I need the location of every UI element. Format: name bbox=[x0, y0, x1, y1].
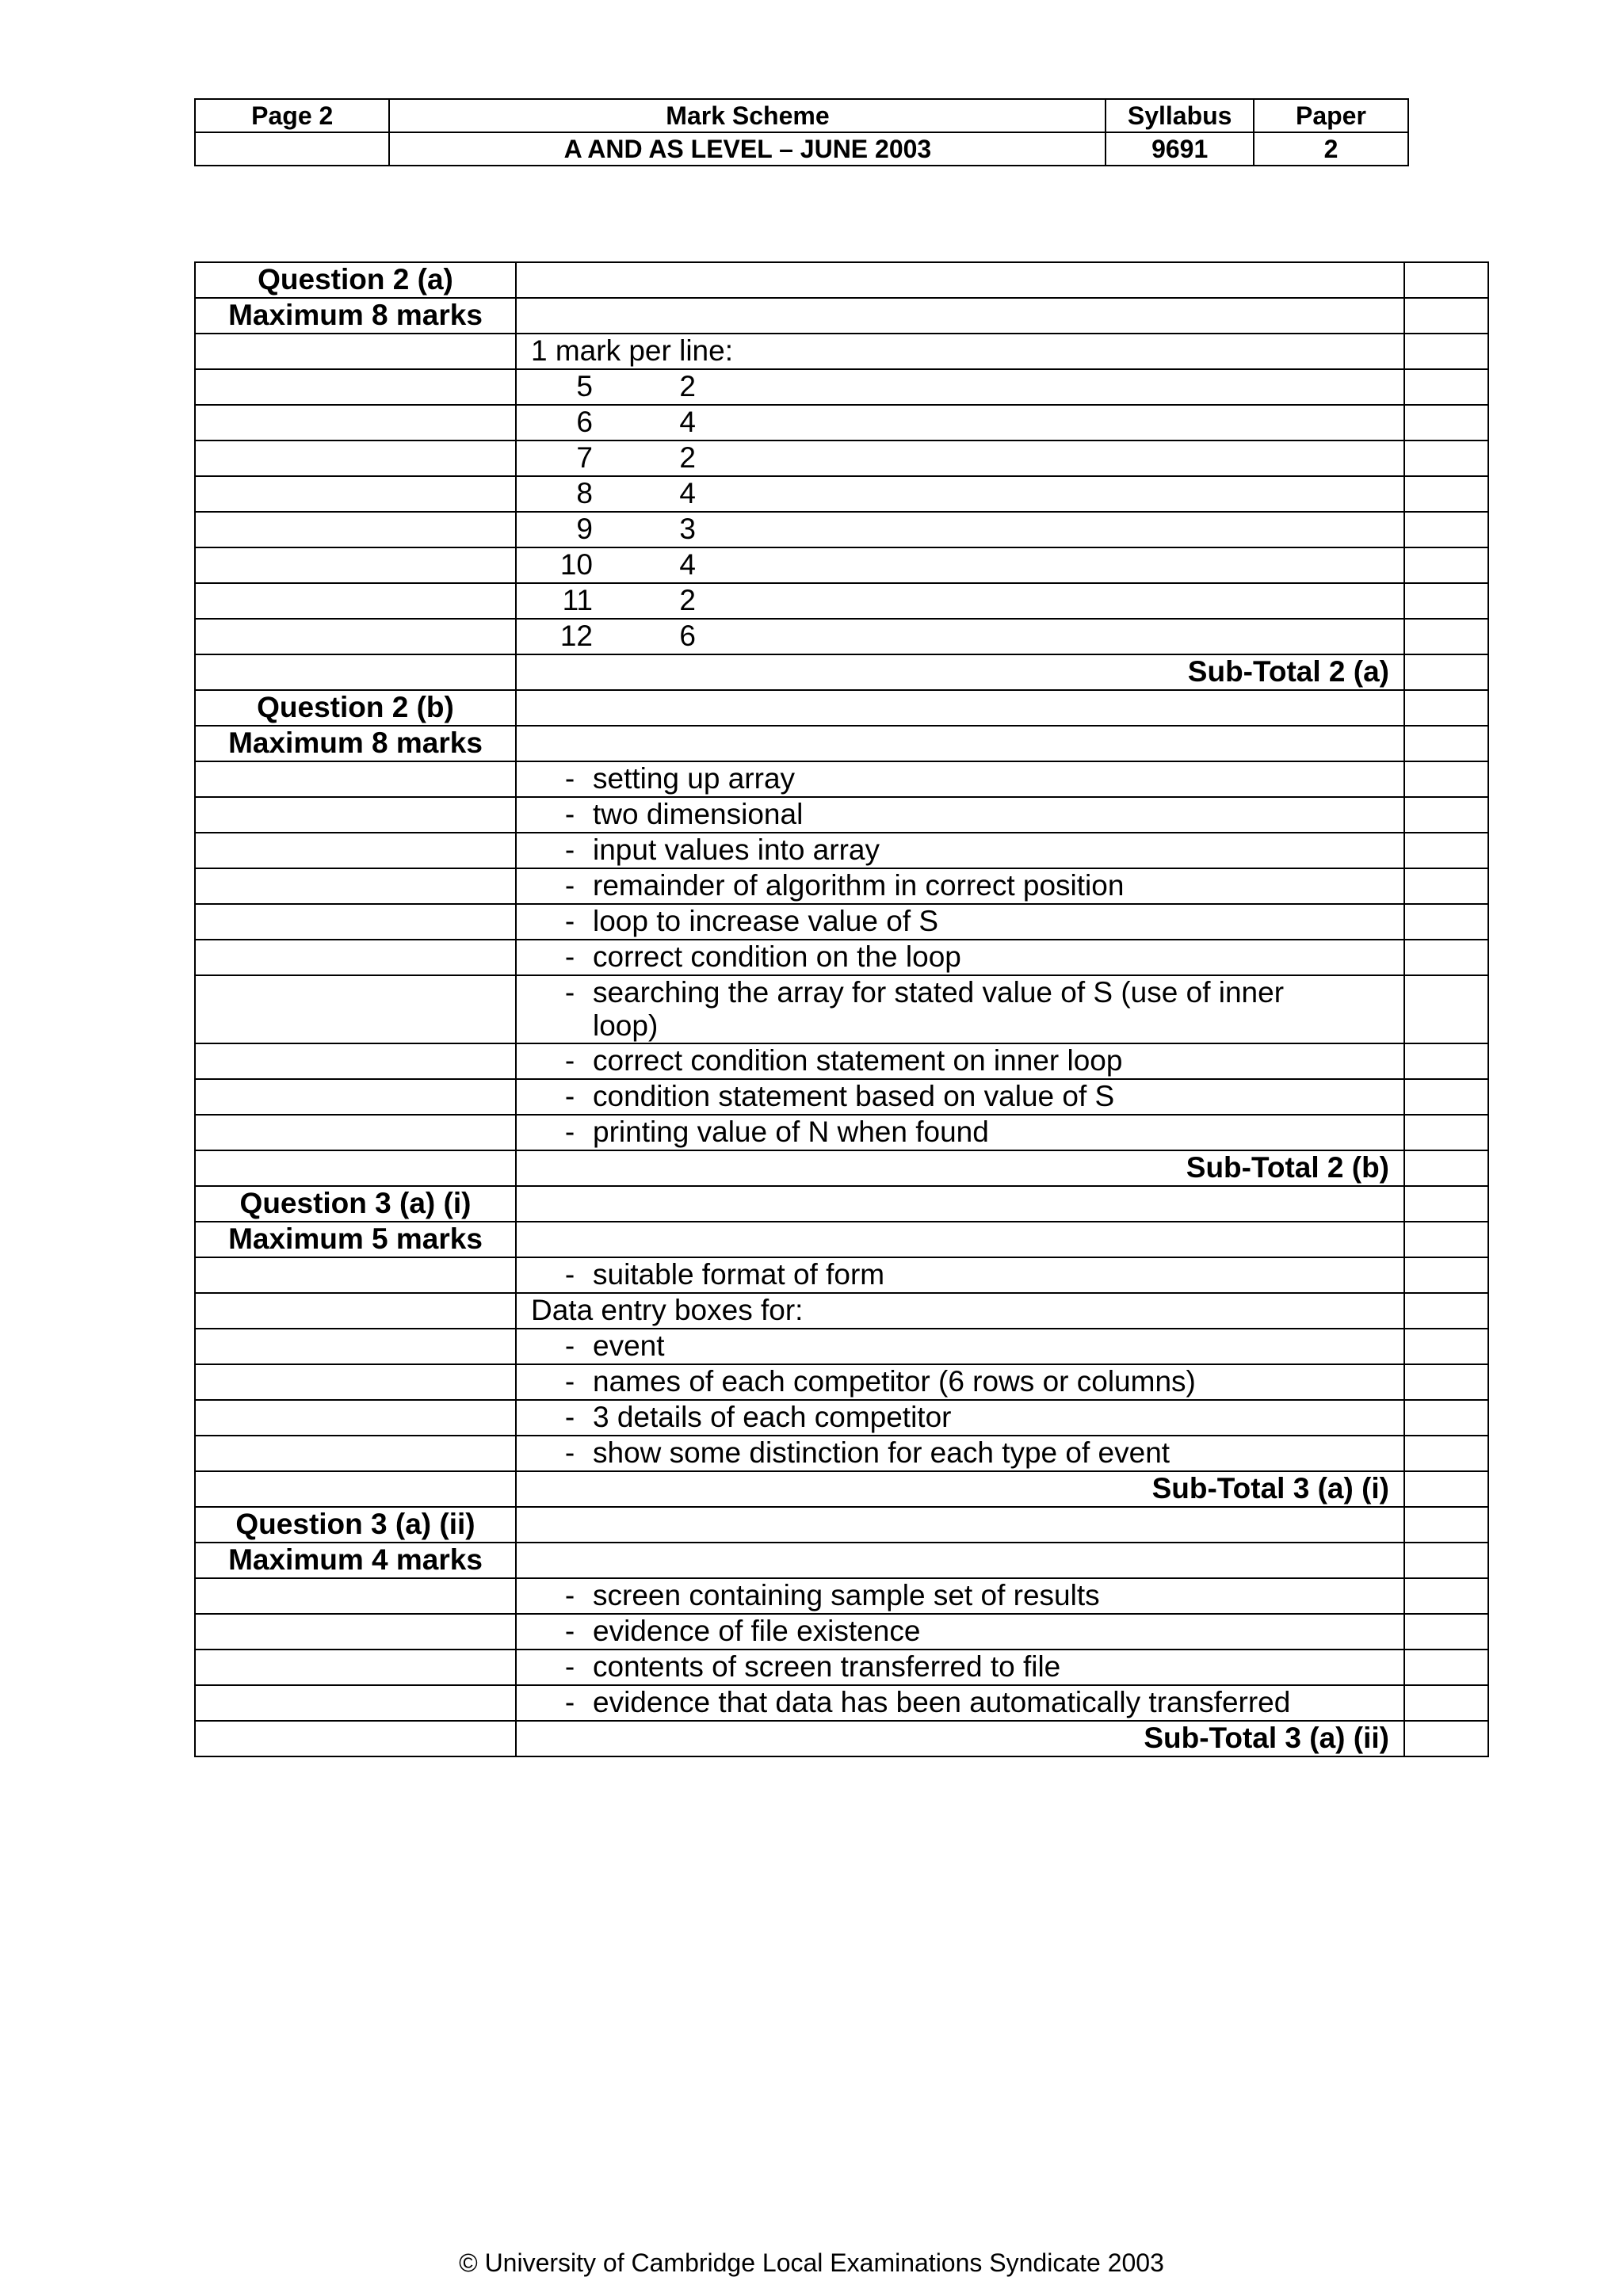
marks-cell bbox=[1404, 1578, 1488, 1614]
pair-output: 2 bbox=[679, 584, 696, 616]
bullet-row bbox=[195, 1436, 1488, 1471]
answer-pair-row bbox=[195, 512, 1488, 547]
marks-cell bbox=[1404, 476, 1488, 512]
empty-cell bbox=[195, 512, 516, 547]
empty-cell bbox=[516, 298, 1404, 334]
bullet-dash: - bbox=[564, 1579, 575, 1611]
empty-cell bbox=[516, 1222, 1404, 1257]
pair-input: 5 bbox=[576, 370, 593, 402]
bullet-dash: - bbox=[564, 762, 575, 795]
bullet-point bbox=[516, 940, 1404, 975]
pair-output: 4 bbox=[679, 406, 696, 438]
bullet-point bbox=[516, 868, 1404, 904]
answer-pair-row bbox=[195, 441, 1488, 476]
bullet-text: contents of screen transferred to file bbox=[593, 1650, 1061, 1683]
bullet-text: show some distinction for each type of event bbox=[593, 1436, 1170, 1469]
max-marks: Maximum 4 marks bbox=[195, 1543, 516, 1578]
subtotal-row bbox=[195, 1471, 1488, 1507]
bullet-point bbox=[516, 761, 1404, 797]
pair-input: 12 bbox=[559, 620, 593, 652]
bullet-dash: - bbox=[564, 1615, 575, 1647]
header-table bbox=[194, 98, 1409, 166]
marks-cell bbox=[1404, 1043, 1488, 1079]
answer-pair bbox=[516, 441, 1404, 476]
bullet-point bbox=[516, 1614, 1404, 1650]
bullet-row bbox=[195, 1578, 1488, 1614]
bullet-row bbox=[195, 1650, 1488, 1685]
empty-cell bbox=[195, 1400, 516, 1436]
bullet-row bbox=[195, 1257, 1488, 1293]
marks-cell bbox=[1404, 654, 1488, 690]
empty-cell bbox=[195, 1079, 516, 1115]
marks-cell bbox=[1404, 583, 1488, 619]
empty-cell bbox=[195, 1685, 516, 1721]
bullet-row bbox=[195, 1043, 1488, 1079]
bullet-text: correct condition on the loop bbox=[593, 940, 961, 973]
question-title: Question 3 (a) (i) bbox=[195, 1186, 516, 1222]
pair-input: 9 bbox=[576, 513, 593, 545]
pair-input: 8 bbox=[576, 477, 593, 509]
answer-pair bbox=[516, 547, 1404, 583]
bullet-point bbox=[516, 1578, 1404, 1614]
answer-pair-row bbox=[195, 476, 1488, 512]
question-heading-row bbox=[195, 1186, 1488, 1222]
empty-cell bbox=[195, 1043, 516, 1079]
empty-cell bbox=[195, 1436, 516, 1471]
empty-cell bbox=[516, 726, 1404, 761]
marks-cell bbox=[1404, 1150, 1488, 1186]
max-marks: Maximum 5 marks bbox=[195, 1222, 516, 1257]
bullet-dash: - bbox=[564, 1686, 575, 1718]
bullet-row bbox=[195, 833, 1488, 868]
empty-cell bbox=[195, 1115, 516, 1150]
subtotal-label: Sub-Total 2 (a) bbox=[516, 654, 1404, 690]
bullet-dash: - bbox=[564, 1116, 575, 1148]
bullet-text: two dimensional bbox=[593, 798, 804, 830]
marks-cell bbox=[1404, 1222, 1488, 1257]
bullet-point bbox=[516, 1400, 1404, 1436]
empty-cell bbox=[195, 761, 516, 797]
bullet-dash: - bbox=[564, 1329, 575, 1362]
bullet-dash: - bbox=[564, 1650, 575, 1683]
marks-cell bbox=[1404, 512, 1488, 547]
pair-input: 6 bbox=[576, 406, 593, 438]
empty-cell bbox=[195, 1721, 516, 1756]
empty-cell bbox=[195, 405, 516, 441]
bullet-text: condition statement based on value of S bbox=[593, 1080, 1115, 1112]
bullet-point bbox=[516, 1436, 1404, 1471]
bullet-row bbox=[195, 940, 1488, 975]
bullet-dash: - bbox=[564, 1436, 575, 1469]
empty-cell bbox=[516, 262, 1404, 298]
marks-cell bbox=[1404, 1115, 1488, 1150]
empty-cell bbox=[195, 1257, 516, 1293]
empty-cell bbox=[195, 797, 516, 833]
question-heading-row bbox=[195, 1507, 1488, 1543]
bullet-point bbox=[516, 1364, 1404, 1400]
max-marks-row bbox=[195, 1222, 1488, 1257]
bullet-dash: - bbox=[564, 1258, 575, 1291]
question-heading-row bbox=[195, 690, 1488, 726]
marks-cell bbox=[1404, 868, 1488, 904]
empty-cell bbox=[195, 583, 516, 619]
bullet-row bbox=[195, 797, 1488, 833]
marks-cell bbox=[1404, 975, 1488, 1043]
bullet-point bbox=[516, 833, 1404, 868]
empty-cell bbox=[195, 975, 516, 1043]
empty-cell bbox=[195, 940, 516, 975]
empty-cell bbox=[516, 1186, 1404, 1222]
max-marks: Maximum 8 marks bbox=[195, 726, 516, 761]
question-title: Question 3 (a) (ii) bbox=[195, 1507, 516, 1543]
empty-cell bbox=[195, 1614, 516, 1650]
answer-pair-row bbox=[195, 583, 1488, 619]
subtotal-label: Sub-Total 2 (b) bbox=[516, 1150, 1404, 1186]
marks-cell bbox=[1404, 369, 1488, 405]
paper-label: Paper bbox=[1254, 99, 1408, 132]
pair-output: 6 bbox=[679, 620, 696, 652]
empty-cell bbox=[516, 690, 1404, 726]
empty-cell bbox=[195, 1650, 516, 1685]
bullet-text: screen containing sample set of results bbox=[593, 1579, 1100, 1611]
marks-cell bbox=[1404, 262, 1488, 298]
max-marks-row bbox=[195, 1543, 1488, 1578]
paper-number: 2 bbox=[1254, 132, 1408, 166]
marks-cell bbox=[1404, 833, 1488, 868]
answer-pair bbox=[516, 512, 1404, 547]
bullet-row bbox=[195, 1400, 1488, 1436]
bullet-point bbox=[516, 1079, 1404, 1115]
bullet-point bbox=[516, 904, 1404, 940]
answer-pair-row bbox=[195, 547, 1488, 583]
marks-cell bbox=[1404, 334, 1488, 369]
bullet-point bbox=[516, 1650, 1404, 1685]
bullet-dash: - bbox=[564, 1401, 575, 1433]
syllabus-label: Syllabus bbox=[1106, 99, 1254, 132]
bullet-text: loop to increase value of S bbox=[593, 905, 939, 937]
marks-cell bbox=[1404, 1507, 1488, 1543]
subtotal-row bbox=[195, 1150, 1488, 1186]
doc-subtitle: A AND AS LEVEL – JUNE 2003 bbox=[389, 132, 1106, 166]
bullet-row bbox=[195, 1614, 1488, 1650]
empty-cell bbox=[195, 1471, 516, 1507]
question-title: Question 2 (a) bbox=[195, 262, 516, 298]
empty-cell bbox=[195, 1293, 516, 1329]
marks-cell bbox=[1404, 1471, 1488, 1507]
bullet-text: printing value of N when found bbox=[593, 1116, 989, 1148]
pair-output: 2 bbox=[679, 441, 696, 474]
text-row bbox=[195, 1293, 1488, 1329]
empty-cell bbox=[195, 1578, 516, 1614]
marks-cell bbox=[1404, 797, 1488, 833]
marks-cell bbox=[1404, 1436, 1488, 1471]
empty-cell bbox=[195, 132, 389, 166]
question-heading-row bbox=[195, 262, 1488, 298]
bullet-dash: - bbox=[564, 905, 575, 937]
copyright-footer: © University of Cambridge Local Examinations Syndicate 2003 bbox=[459, 2248, 1164, 2277]
marks-cell bbox=[1404, 1614, 1488, 1650]
bullet-row bbox=[195, 904, 1488, 940]
bullet-point bbox=[516, 1329, 1404, 1364]
empty-cell bbox=[195, 1329, 516, 1364]
bullet-text: setting up array bbox=[593, 762, 796, 795]
marks-cell bbox=[1404, 1685, 1488, 1721]
marks-cell bbox=[1404, 940, 1488, 975]
bullet-point bbox=[516, 1685, 1404, 1721]
marks-cell bbox=[1404, 619, 1488, 654]
marks-cell bbox=[1404, 690, 1488, 726]
bullet-text: evidence that data has been automatically transferred bbox=[593, 1686, 1291, 1718]
empty-cell bbox=[195, 334, 516, 369]
marks-cell bbox=[1404, 441, 1488, 476]
bullet-dash: - bbox=[564, 1080, 575, 1112]
bullet-point bbox=[516, 1043, 1404, 1079]
marks-cell bbox=[1404, 1293, 1488, 1329]
bullet-text: event bbox=[593, 1329, 665, 1362]
empty-cell bbox=[195, 619, 516, 654]
bullet-row bbox=[195, 1115, 1488, 1150]
pair-input: 10 bbox=[559, 548, 593, 581]
marks-cell bbox=[1404, 547, 1488, 583]
bullet-dash: - bbox=[564, 940, 575, 973]
bullet-text: names of each competitor (6 rows or columns) bbox=[593, 1365, 1196, 1398]
bullet-row bbox=[195, 1079, 1488, 1115]
bullet-dash: - bbox=[564, 833, 575, 866]
answer-pair bbox=[516, 583, 1404, 619]
pair-output: 2 bbox=[679, 370, 696, 402]
empty-cell bbox=[516, 1507, 1404, 1543]
subtotal-row bbox=[195, 654, 1488, 690]
marks-cell bbox=[1404, 405, 1488, 441]
marks-cell bbox=[1404, 1079, 1488, 1115]
bullet-row bbox=[195, 1685, 1488, 1721]
bullet-text: suitable format of form bbox=[593, 1258, 885, 1291]
subtotal-label: Sub-Total 3 (a) (i) bbox=[516, 1471, 1404, 1507]
bullet-text: input values into array bbox=[593, 833, 880, 866]
bullet-text: searching the array for stated value of S (use of inner loop) bbox=[593, 976, 1285, 1042]
answer-pair bbox=[516, 369, 1404, 405]
bullet-row bbox=[195, 868, 1488, 904]
marks-cell bbox=[1404, 1650, 1488, 1685]
pair-output: 4 bbox=[679, 477, 696, 509]
bullet-dash: - bbox=[564, 1044, 575, 1077]
empty-cell bbox=[195, 369, 516, 405]
bullet-point bbox=[516, 1115, 1404, 1150]
answer-pair-row bbox=[195, 619, 1488, 654]
marks-cell bbox=[1404, 726, 1488, 761]
text-row bbox=[195, 334, 1488, 369]
bullet-text: evidence of file existence bbox=[593, 1615, 921, 1647]
bullet-text: remainder of algorithm in correct position bbox=[593, 869, 1125, 902]
answer-pair-row bbox=[195, 405, 1488, 441]
question-title: Question 2 (b) bbox=[195, 690, 516, 726]
empty-cell bbox=[195, 654, 516, 690]
marks-cell bbox=[1404, 1543, 1488, 1578]
empty-cell bbox=[195, 547, 516, 583]
bullet-text: 3 details of each competitor bbox=[593, 1401, 952, 1433]
pair-output: 3 bbox=[679, 513, 696, 545]
empty-cell bbox=[195, 441, 516, 476]
marks-cell bbox=[1404, 1400, 1488, 1436]
max-marks-row bbox=[195, 298, 1488, 334]
doc-title: Mark Scheme bbox=[389, 99, 1106, 132]
subtotal-row bbox=[195, 1721, 1488, 1756]
bullet-dash: - bbox=[564, 976, 575, 1009]
empty-cell bbox=[195, 1364, 516, 1400]
bullet-row bbox=[195, 975, 1488, 1043]
bullet-row bbox=[195, 761, 1488, 797]
empty-cell bbox=[195, 1150, 516, 1186]
answer-pair bbox=[516, 476, 1404, 512]
empty-cell bbox=[195, 868, 516, 904]
bullet-text: correct condition statement on inner loop bbox=[593, 1044, 1123, 1077]
empty-cell bbox=[195, 904, 516, 940]
max-marks-row bbox=[195, 726, 1488, 761]
marks-cell bbox=[1404, 298, 1488, 334]
pair-input: 7 bbox=[576, 441, 593, 474]
empty-cell bbox=[195, 833, 516, 868]
data-entry-intro: Data entry boxes for: bbox=[516, 1293, 1404, 1329]
marks-cell bbox=[1404, 904, 1488, 940]
mark-scheme-table bbox=[194, 261, 1489, 1757]
bullet-dash: - bbox=[564, 869, 575, 902]
subtotal-label: Sub-Total 3 (a) (ii) bbox=[516, 1721, 1404, 1756]
bullet-point bbox=[516, 1257, 1404, 1293]
bullet-dash: - bbox=[564, 798, 575, 830]
bullet-row bbox=[195, 1329, 1488, 1364]
answer-pair bbox=[516, 619, 1404, 654]
pair-input: 11 bbox=[562, 584, 593, 616]
max-marks: Maximum 8 marks bbox=[195, 298, 516, 334]
marks-cell bbox=[1404, 1186, 1488, 1222]
marks-cell bbox=[1404, 1721, 1488, 1756]
empty-cell bbox=[195, 476, 516, 512]
bullet-dash: - bbox=[564, 1365, 575, 1398]
answer-pair bbox=[516, 405, 1404, 441]
marks-cell bbox=[1404, 1257, 1488, 1293]
marks-cell bbox=[1404, 1364, 1488, 1400]
bullet-point bbox=[516, 975, 1404, 1043]
page-label: Page 2 bbox=[195, 99, 389, 132]
syllabus-code: 9691 bbox=[1106, 132, 1254, 166]
bullet-point bbox=[516, 797, 1404, 833]
bullet-row bbox=[195, 1364, 1488, 1400]
marks-cell bbox=[1404, 1329, 1488, 1364]
mark-intro: 1 mark per line: bbox=[516, 334, 1404, 369]
empty-cell bbox=[516, 1543, 1404, 1578]
answer-pair-row bbox=[195, 369, 1488, 405]
pair-output: 4 bbox=[679, 548, 696, 581]
marks-cell bbox=[1404, 761, 1488, 797]
